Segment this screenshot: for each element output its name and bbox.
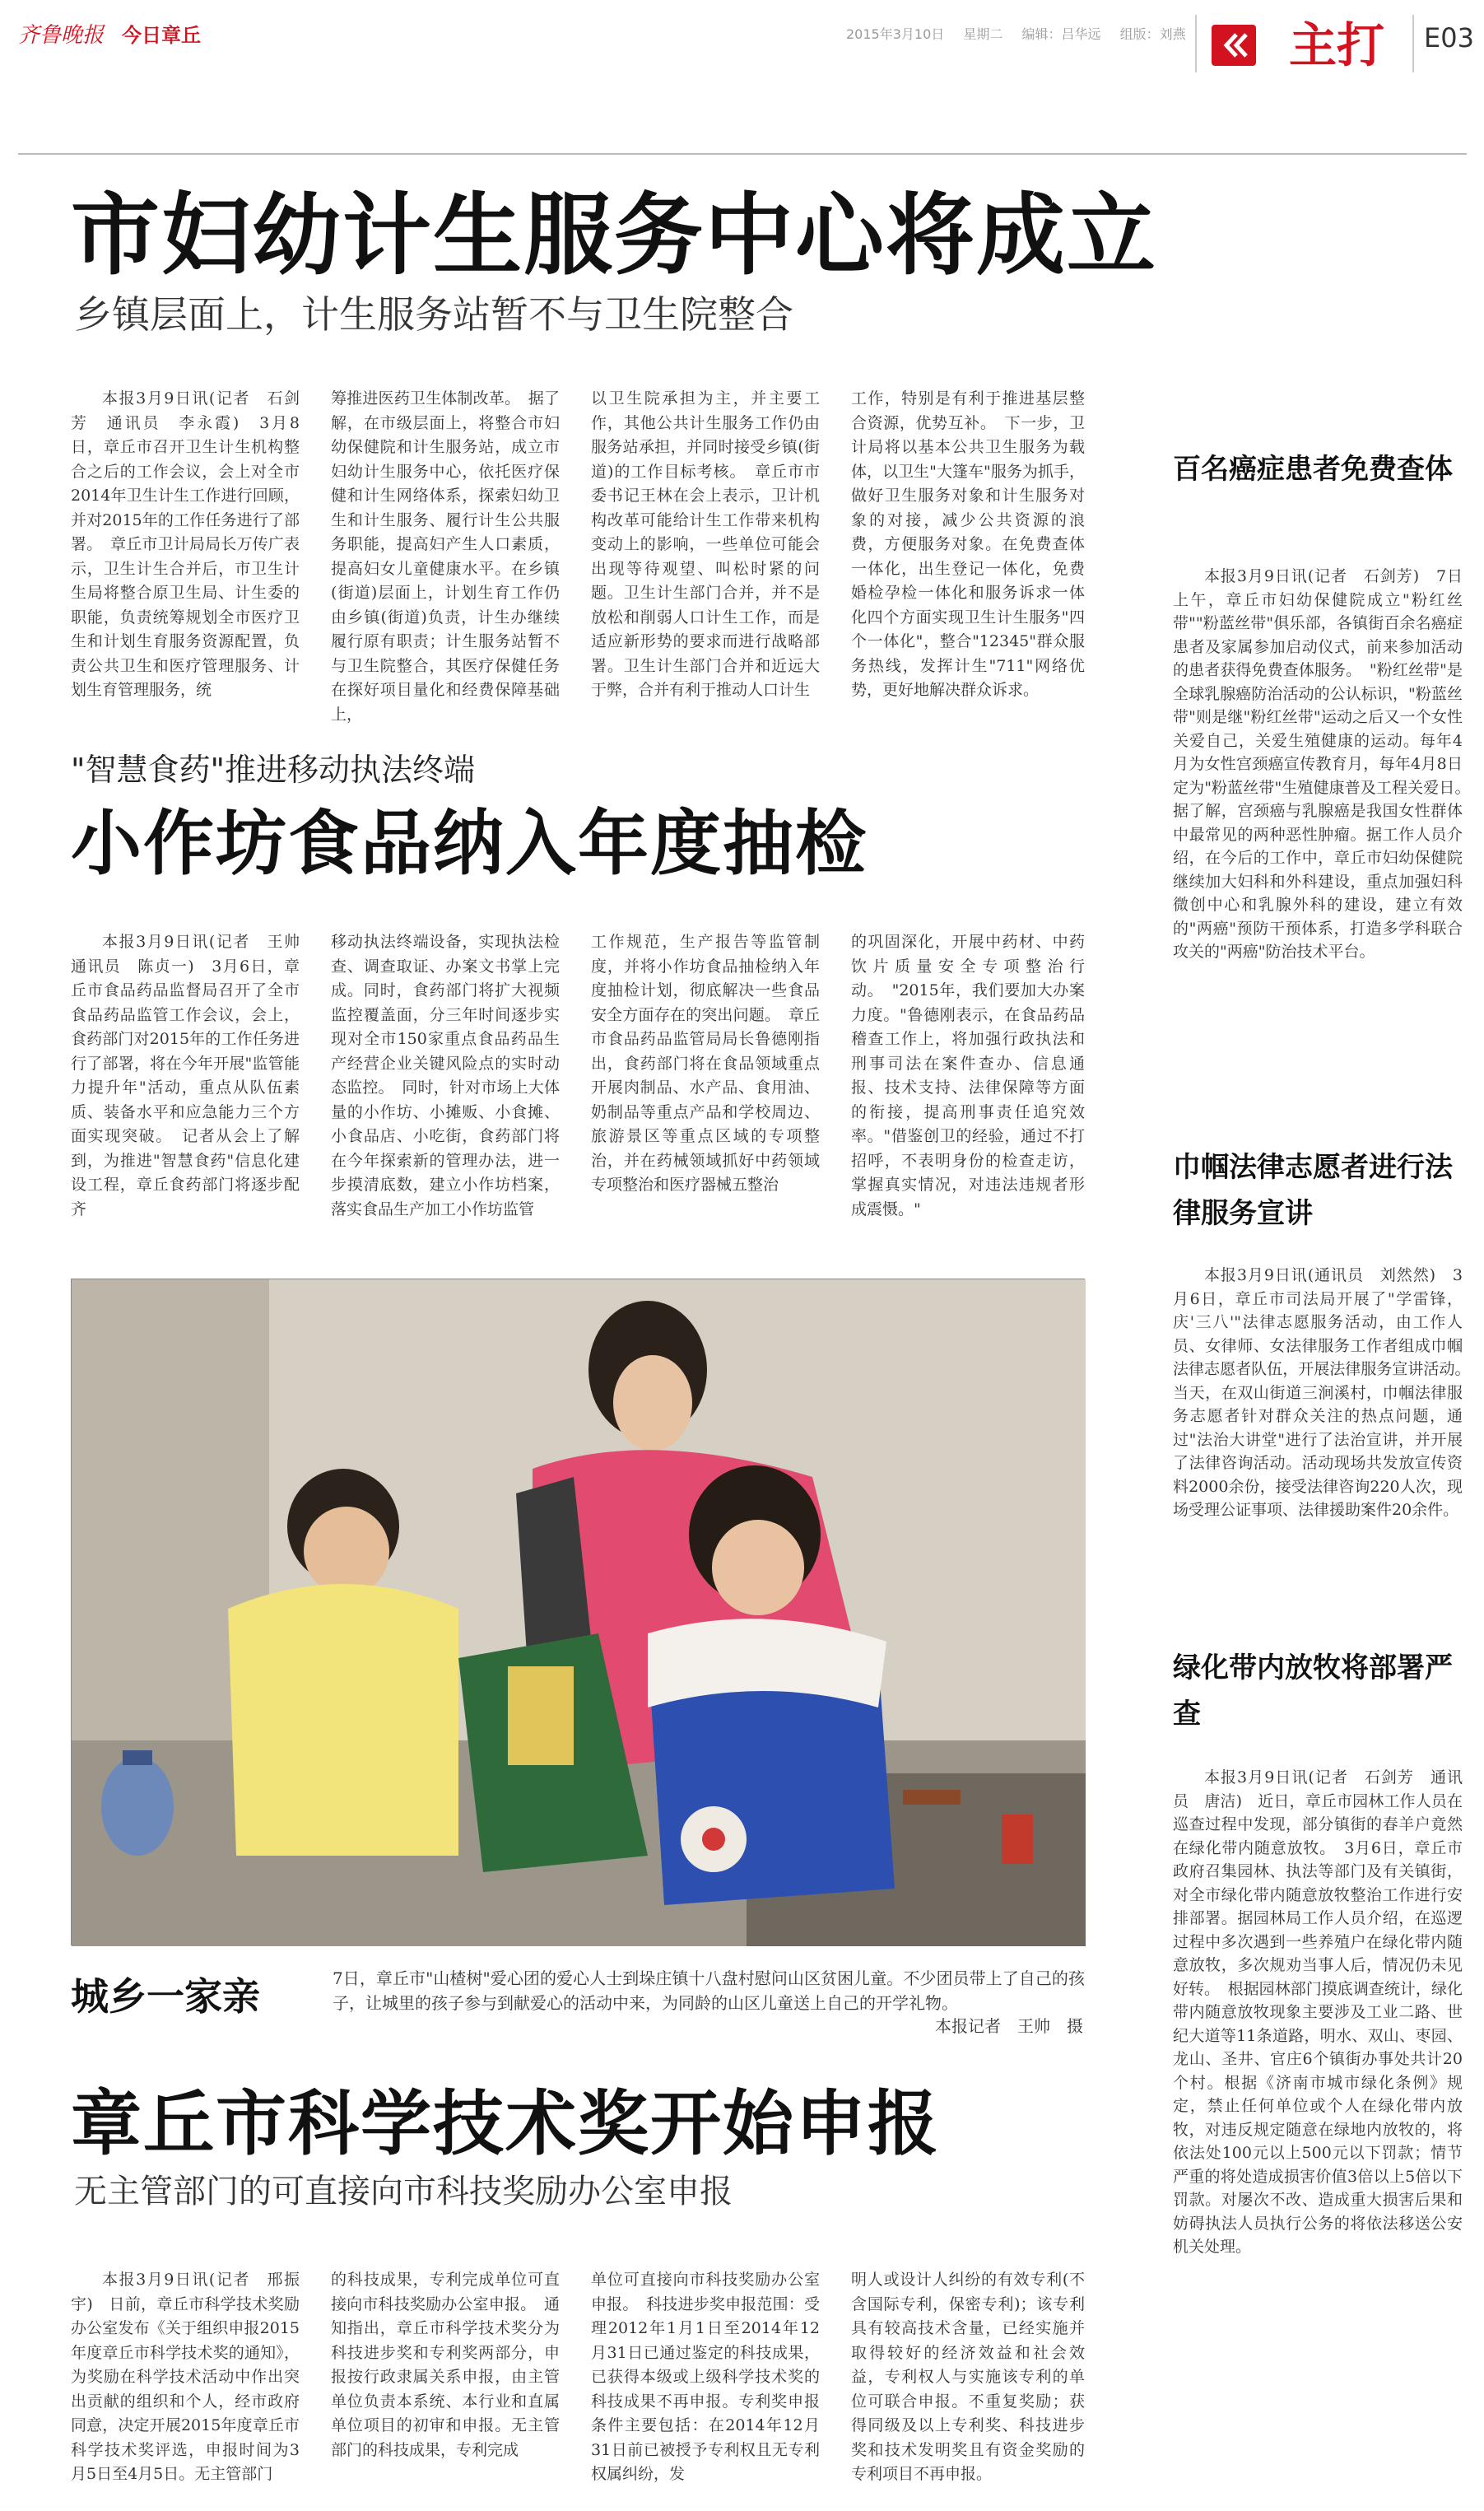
story1-column [71,387,300,699]
issue-designer: 组版：刘燕 [1119,26,1186,42]
story1-column [851,387,1085,699]
sidebar-title-1: 百名癌症患者免费查体 [1173,453,1453,486]
story2-text-2: 移动执法终端设备，实现执法检查、调查取证、办案文书掌上完成。同时，食药部门将扩大视频监控覆盖面，分三年时间逐步实现对全市150家重点食品药品生产经营企业关键风险点的实时动态监控。 同时，针对市场上大体量的小作坊、小摊贩、小食摊、小食品店、小吃街，食药部门将在今年探索新的管理办法，进一步摸清底数，建立小作坊档案，落实食品生产加工小作坊监管 [331,933,560,1218]
sidebar-story-1 [1173,565,1479,1092]
story1-headline: 市妇幼计生服务中心将成立 [71,184,1158,287]
issue-date: 2015年3月10日 [846,26,945,42]
story3-text-3: 单位可直接向市科技奖励办公室申报。 科技进步奖申报范围：受理2012年1月1日至2014年12月31日已通过鉴定的科技成果，已获得本级或上级科学技术奖的科技成果不再申报。专利奖申报条件主要包括：在2014年12月31日前已被授予专利权且无专利权属纠纷，发 [591,2271,820,2483]
issue-meta [846,25,1201,44]
story1-text-2: 筹推进医药卫生体制改革。 据了解，在市级层面上，将整合市妇幼保健院和计生服务站，成立市妇幼计生服务中心，依托医疗保健和计生网络体系，探索妇幼卫生和计生服务、履行计生公共服务职能，提高妇产生人口素质，提高妇女儿童健康水平。在乡镇(街道)层面上，计划生育工作仍由乡镇(街道)负责，计生办继续履行原有职责；计生服务站暂不与卫生院整合，其医疗保健任务在探好项目量化和经费保障基础上， [331,389,560,724]
story3-text-4: 明人或设计人纠纷的有效专利(不含国际专利，保密专利)；该专利具有较高技术含量，已经实施并取得较好的经济效益和社会效益，专利权人与实施该专利的单位可联合申报。不重复奖励；获得同级及以上专利奖、科技进步奖和技术发明奖且有资金奖励的专利项目不再申报。 [851,2271,1085,2483]
story1-column [331,387,560,724]
header-divider [1195,15,1197,72]
masthead-logo: 齐鲁晚报 [18,23,105,48]
story1-text-4: 工作，特别是有利于推进基层整合资源，优势互补。 下一步，卫计局将以基本公共卫生服务为载体，以卫生"大篷车"服务为抓手，做好卫生服务对象和计生服务对象的对接，减少公共资源的浪费，方便服务对象。在免费查体一体化，出生登记一体化，免费婚检孕检一体化和服务诉求一体化四个方面实现卫生计生服务"四个一体化"，整合"12345"群众服务热线，发挥计生"711"网络优势，更好地解决群众诉求。 [851,389,1085,699]
sidebar-text-1: 本报3月9日讯(记者 石剑芳) 7日上午，章丘市妇幼保健院成立"粉红丝带""粉蓝丝带"俱乐部，各镇街百余名癌症患者及家属参加启动仪式，前来参加活动的患者获得免费查体服务。 "粉红丝带"是全球乳腺癌防治活动的公认标识，"粉蓝丝带"则是继"粉红丝带"运动之后又一个女性关爱自己，关爱生殖健康的运动。每年4月为女性宫颈癌宣传教育月，每年4月8日定为"粉蓝丝带"生殖健康普及工程关爱日。 据了解，宫颈癌与乳腺癌是我国女性群体中最常见的两种恶性肿瘤。据工作人员介绍，在今后的工作中，章丘市妇幼保健院继续加大妇科和外科建设，重点加强妇科微创中心和乳腺外科的建设，建立有效的"两癌"预防干预体系，打造多学科联合攻关的"两癌"防治技术平台。 [1173,567,1479,961]
story1-column [591,387,820,699]
story3-text-1: 本报3月9日讯(记者 邢振宇) 日前，章丘市科学技术奖励办公室发布《关于组织申报2015年度章丘市科学技术奖的通知》，为奖励在科学技术活动中作出突出贡献的组织和个人，经市政府同意，决定开展2015年度章丘市科学技术奖评选，申报时间为3月5日至4月5日。无主管部门 [71,2271,300,2483]
photo-label: 城乡一家亲 [71,1974,260,2019]
sidebar-story-2 [1173,1264,1479,1593]
story3-subhead: 无主管部门的可直接向市科技奖励办公室申报 [74,2173,733,2211]
sidebar-title-2: 巾帼法律志愿者进行法律服务宣讲 [1173,1151,1453,1230]
story2-column [851,930,1085,1227]
story2-column [591,930,820,1227]
header-divider-2 [1412,15,1414,72]
sidebar-story-3 [1173,1766,1463,2490]
sidebar-text-2: 本报3月9日讯(通讯员 刘然然) 3月6日，章丘市司法局开展了"学雷锋，庆'三八'"法律志愿服务活动，由工作人员、女律师、女法律服务工作者组成巾帼法律志愿者队伍，开展法律服务宣讲活动。 当天，在双山街道三涧溪村，巾帼法律服务志愿者针对群众关注的热点问题，通过"法治大讲堂"进行了法治宣讲，并开展了法律咨询活动。活动现场共发放宣传资料2000余份，接受法律咨询220人次，现场受理公证事项、法律援助案件20余件。 [1173,1266,1479,1519]
section-name: 今日章丘 [122,24,201,47]
story2-text-1: 本报3月9日讯(记者 王帅 通讯员 陈贞一) 3月6日，章丘市食品药品监督局召开了全市食品药品监管工作会议，会上，食药部门对2015年的工作任务进行了部署，将在今年开展"监管能力提升年"活动，重点从队伍素质、装备水平和应急能力三个方面实现突破。 记者从会上了解到，为推进"智慧食药"信息化建设工程，章丘食药部门将逐步配齐 [71,933,316,1218]
story3-text-2: 的科技成果，专利完成单位可直接向市科技奖励办公室申报。 通知指出，章丘市科学技术奖分为科技进步奖和专利奖两部分，申报按行政隶属关系申报，由主管单位负责本系统、本行业和直属单位项目的初审和申报。无主管部门的科技成果，专利完成 [331,2271,560,2459]
lead-badge-icon [1212,25,1256,66]
story2-text-4: 的巩固深化，开展中药材、中药饮片质量安全专项整治行动。 "2015年，我们要加大办案力度。"鲁德刚表示，在食品药品稽查工作上，将加强行政执法和刑事司法在案件查办、信息通报、技术支持、法律保障等方面的衔接，提高刑事责任追究效率。"借鉴创卫的经验，通过不打招呼，不表明身份的检查走访，掌握真实情况，对违法违规者形成震慑。" [851,933,1085,1218]
story2-headline: 小作坊食品纳入年度抽检 [71,803,868,885]
story2-column [71,930,316,1227]
photo-illustration [72,1279,1086,1946]
double-chevron-icon [1218,31,1249,59]
story3-column [851,2268,1085,2492]
story2-kicker: "智慧食药"推进移动执法终端 [71,752,475,788]
story1-text-1: 本报3月9日讯(记者 石剑芳 通讯员 李永霞) 3月8日，章丘市召开卫生计生机构整合之后的工作会议，会上对全市2014年卫生计生工作进行回顾，并对2015年的工作任务进行了部署。 章丘市卫计局局长万传广表示，卫生计生合并后，市卫生计生局将整合原卫生局、计生委的职能，负责统筹规划全市医疗卫生和计划生育服务资源配置，负责公共卫生和医疗管理服务、计划生育管理服务，统 [71,389,300,699]
section-lead-label: 主打 [1289,17,1385,73]
sidebar-title-3: 绿化带内放牧将部署严查 [1173,1651,1453,1731]
story3-column [591,2268,820,2492]
news-photo [71,1279,1085,1945]
story3-column [331,2268,560,2492]
story2-text-3: 工作规范，生产报告等监管制度，并将小作坊食品抽检纳入年度抽检计划，彻底解决一些食品安全方面存在的突出问题。 章丘市食品药品监管局局长鲁德刚指出，食药部门将在食品领域重点开展肉制品、水产品、食用油、奶制品等重点产品和学校周边、旅游景区等重点区域的专项整治，并在药械领域抓好中药领域专项整治和医疗器械五整治 [591,933,820,1194]
story3-headline: 章丘市科学技术奖开始申报 [71,2083,940,2165]
header-rule [18,153,1467,155]
story1-text-3: 以卫生院承担为主，并主要工作，其他公共计生服务工作仍由服务站承担，并同时接受乡镇(街道)的工作目标考核。 章丘市市委书记王林在会上表示，卫计机构改革可能给计生工作带来机构变动上的影响，一些单位可能会出现等待观望、叫松时紧的问题。卫生计生部门合并，并不是放松和削弱人口计生工作，而是适应新形势的要求而进行战略部署。卫生计生部门合并和近远大于弊，合并有利于推动人口计生 [591,389,820,699]
photo-caption: 7日，章丘市"山楂树"爱心团的爱心人士到垛庄镇十八盘村慰问山区贫困儿童。不少团员带上了自己的孩子，让城里的孩子参与到献爱心的活动中来，为同龄的山区儿童送上自己的开学礼物。 [333,1968,1085,2013]
issue-weekday: 星期二 [963,26,1003,42]
photo-credit: 本报记者 王帅 摄 [935,2016,1083,2036]
story1-subhead: 乡镇层面上，计生服务站暂不与卫生院整合 [74,292,793,337]
page-number: E03 [1424,22,1474,54]
story3-column [71,2268,300,2492]
sidebar-text-3: 本报3月9日讯(记者 石剑芳 通讯员 唐洁) 近日，章丘市园林工作人员在巡查过程中发现，部分镇街的春羊户竟然在绿化带内随意放牧。 3月6日，章丘市政府召集园林、执法等部门及有关镇街，对全市绿化带内随意放牧整治工作进行安排部署。据园林局工作人员介绍，在巡逻过程中多次遇到一些养殖户在绿化带内随意放牧，多次规劝当事人后，情况仍未见好转。 根据园林部门摸底调查统计，绿化带内随意放牧现象主要涉及工业二路、世纪大道等11条道路，明水、双山、枣园、龙山、圣井、官庄6个镇街办事处共计20个村。根据《济南市城市绿化条例》规定，禁止任何单位或个人在绿化带内放牧，对违反规定随意在绿地内放牧的，将依法处100元以上500元以下罚款；情节严重的将处造成损害价值3倍以上5倍以下罚款。对屡次不改、造成重大损害后果和妨碍执法人员执行公务的将依法移送公安机关处理。 [1173,1768,1463,2256]
issue-editor: 编辑：吕华远 [1021,26,1101,42]
story2-column [331,930,560,1227]
